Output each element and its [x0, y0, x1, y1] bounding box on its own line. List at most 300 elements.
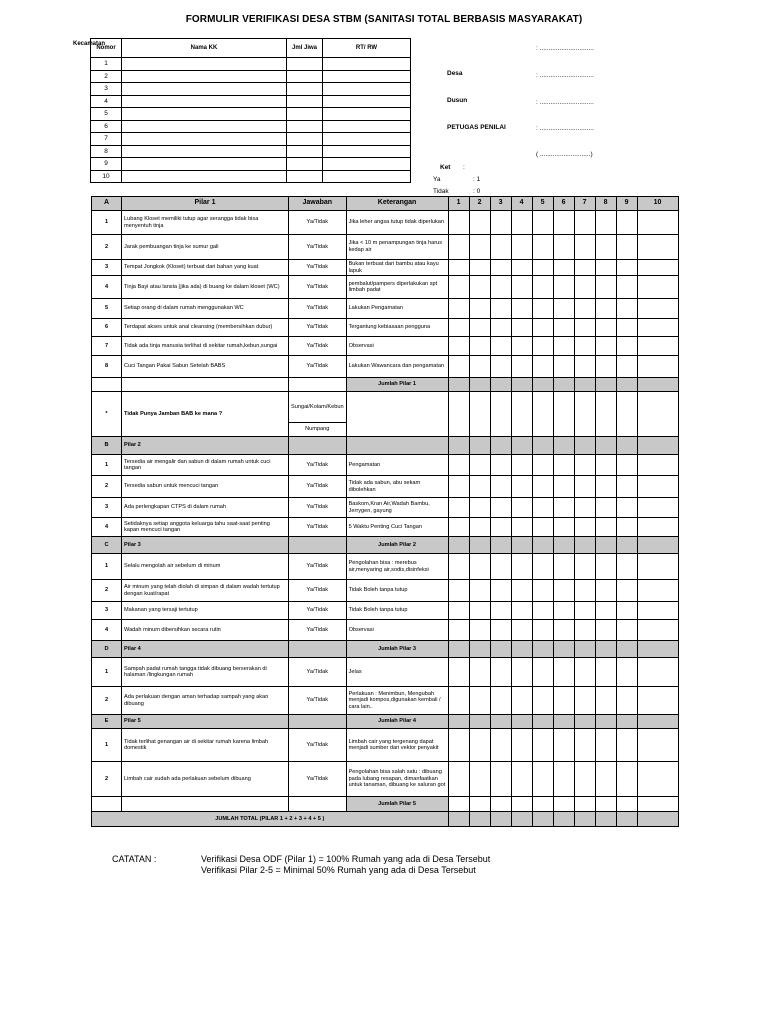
answer-cell[interactable]	[448, 260, 469, 276]
answer-cell[interactable]	[511, 620, 532, 641]
answer-cell[interactable]	[469, 498, 490, 518]
answer-cell[interactable]	[574, 762, 595, 797]
answer-cell[interactable]	[574, 687, 595, 715]
answer-cell[interactable]	[553, 437, 574, 455]
answer-cell[interactable]	[448, 537, 469, 554]
answer-cell[interactable]	[532, 437, 553, 455]
answer-cell[interactable]	[574, 476, 595, 498]
answer-cell[interactable]	[574, 235, 595, 260]
answer-cell[interactable]	[448, 235, 469, 260]
answer-cell[interactable]	[511, 392, 532, 437]
answer-cell[interactable]	[595, 392, 616, 437]
answer-cell[interactable]	[616, 729, 637, 762]
answer-cell[interactable]	[637, 211, 678, 235]
answer-cell[interactable]	[595, 498, 616, 518]
answer-cell[interactable]	[532, 537, 553, 554]
answer-cell[interactable]	[616, 715, 637, 729]
answer-cell[interactable]	[595, 211, 616, 235]
household-rtrw-cell[interactable]	[323, 58, 411, 71]
answer-cell[interactable]	[532, 715, 553, 729]
answer-cell[interactable]	[448, 319, 469, 337]
household-rtrw-cell[interactable]	[323, 70, 411, 83]
answer-cell[interactable]	[511, 498, 532, 518]
answer-cell[interactable]	[574, 498, 595, 518]
answer-cell[interactable]	[511, 455, 532, 476]
answer-cell[interactable]	[637, 537, 678, 554]
answer-cell[interactable]	[616, 518, 637, 537]
household-rtrw-cell[interactable]	[323, 120, 411, 133]
household-nama-cell[interactable]	[122, 70, 287, 83]
answer-cell[interactable]	[595, 276, 616, 299]
answer-cell[interactable]	[574, 319, 595, 337]
answer-cell[interactable]	[595, 554, 616, 580]
answer-cell[interactable]	[448, 729, 469, 762]
answer-cell[interactable]	[553, 620, 574, 641]
answer-cell[interactable]	[448, 812, 469, 827]
answer-cell[interactable]	[595, 319, 616, 337]
answer-cell[interactable]	[469, 554, 490, 580]
household-jiwa-cell[interactable]	[287, 145, 323, 158]
answer-cell[interactable]	[595, 715, 616, 729]
answer-cell[interactable]	[448, 715, 469, 729]
answer-cell[interactable]	[553, 392, 574, 437]
answer-cell[interactable]	[616, 337, 637, 356]
answer-cell[interactable]	[616, 498, 637, 518]
answer-cell[interactable]	[532, 498, 553, 518]
answer-cell[interactable]	[532, 392, 553, 437]
answer-cell[interactable]	[448, 356, 469, 378]
answer-cell[interactable]	[511, 687, 532, 715]
answer-cell[interactable]	[469, 580, 490, 602]
answer-cell[interactable]	[637, 554, 678, 580]
answer-cell[interactable]	[448, 580, 469, 602]
answer-cell[interactable]	[532, 602, 553, 620]
answer-cell[interactable]	[490, 235, 511, 260]
answer-cell[interactable]	[490, 602, 511, 620]
answer-cell[interactable]	[553, 554, 574, 580]
answer-cell[interactable]	[553, 235, 574, 260]
answer-cell[interactable]	[490, 337, 511, 356]
answer-cell[interactable]	[616, 276, 637, 299]
answer-cell[interactable]	[448, 797, 469, 812]
answer-cell[interactable]	[469, 687, 490, 715]
answer-cell[interactable]	[469, 235, 490, 260]
answer-cell[interactable]	[616, 437, 637, 455]
answer-cell[interactable]	[574, 729, 595, 762]
answer-cell[interactable]	[553, 337, 574, 356]
answer-cell[interactable]	[595, 658, 616, 687]
answer-cell[interactable]	[574, 211, 595, 235]
answer-cell[interactable]	[595, 235, 616, 260]
household-rtrw-cell[interactable]	[323, 145, 411, 158]
household-rtrw-cell[interactable]	[323, 170, 411, 183]
answer-cell[interactable]	[511, 602, 532, 620]
answer-cell[interactable]	[574, 812, 595, 827]
answer-cell[interactable]	[637, 620, 678, 641]
answer-cell[interactable]	[574, 378, 595, 392]
answer-cell[interactable]	[637, 658, 678, 687]
answer-cell[interactable]	[511, 260, 532, 276]
answer-cell[interactable]	[511, 580, 532, 602]
answer-cell[interactable]	[469, 392, 490, 437]
answer-cell[interactable]	[574, 620, 595, 641]
answer-cell[interactable]	[532, 554, 553, 580]
answer-cell[interactable]	[490, 498, 511, 518]
answer-cell[interactable]	[574, 554, 595, 580]
answer-cell[interactable]	[448, 498, 469, 518]
answer-cell[interactable]	[637, 299, 678, 319]
answer-cell[interactable]	[469, 602, 490, 620]
answer-cell[interactable]	[469, 455, 490, 476]
answer-cell[interactable]	[448, 620, 469, 641]
answer-cell[interactable]	[553, 276, 574, 299]
answer-cell[interactable]	[490, 580, 511, 602]
answer-cell[interactable]	[574, 715, 595, 729]
answer-cell[interactable]	[616, 537, 637, 554]
answer-cell[interactable]	[469, 729, 490, 762]
answer-cell[interactable]	[532, 518, 553, 537]
answer-cell[interactable]	[469, 620, 490, 641]
answer-cell[interactable]	[553, 319, 574, 337]
household-jiwa-cell[interactable]	[287, 120, 323, 133]
answer-cell[interactable]	[490, 476, 511, 498]
answer-cell[interactable]	[490, 356, 511, 378]
answer-cell[interactable]	[490, 641, 511, 658]
answer-cell[interactable]	[553, 797, 574, 812]
answer-cell[interactable]	[448, 518, 469, 537]
answer-cell[interactable]	[448, 437, 469, 455]
answer-cell[interactable]	[511, 537, 532, 554]
answer-cell[interactable]	[532, 319, 553, 337]
answer-cell[interactable]	[553, 211, 574, 235]
answer-cell[interactable]	[490, 299, 511, 319]
answer-cell[interactable]	[553, 762, 574, 797]
household-nama-cell[interactable]	[122, 133, 287, 146]
answer-cell[interactable]	[574, 658, 595, 687]
answer-cell[interactable]	[469, 476, 490, 498]
answer-cell[interactable]	[574, 299, 595, 319]
answer-cell[interactable]	[574, 392, 595, 437]
answer-cell[interactable]	[448, 476, 469, 498]
answer-cell[interactable]	[553, 537, 574, 554]
answer-cell[interactable]	[574, 337, 595, 356]
answer-cell[interactable]	[595, 762, 616, 797]
answer-cell[interactable]	[553, 378, 574, 392]
household-nama-cell[interactable]	[122, 83, 287, 96]
answer-cell[interactable]	[469, 260, 490, 276]
answer-cell[interactable]	[532, 337, 553, 356]
answer-cell[interactable]	[490, 658, 511, 687]
answer-cell[interactable]	[595, 641, 616, 658]
household-nama-cell[interactable]	[122, 170, 287, 183]
answer-cell[interactable]	[637, 498, 678, 518]
answer-cell[interactable]	[490, 812, 511, 827]
answer-cell[interactable]	[637, 356, 678, 378]
answer-cell[interactable]	[574, 797, 595, 812]
answer-cell[interactable]	[532, 235, 553, 260]
answer-cell[interactable]	[469, 437, 490, 455]
answer-cell[interactable]	[553, 580, 574, 602]
answer-cell[interactable]	[448, 602, 469, 620]
answer-cell[interactable]	[448, 211, 469, 235]
answer-cell[interactable]	[532, 276, 553, 299]
answer-cell[interactable]	[511, 812, 532, 827]
answer-cell[interactable]	[511, 729, 532, 762]
answer-cell[interactable]	[574, 260, 595, 276]
answer-cell[interactable]	[532, 580, 553, 602]
answer-cell[interactable]	[469, 537, 490, 554]
answer-cell[interactable]	[448, 337, 469, 356]
answer-cell[interactable]	[490, 276, 511, 299]
answer-cell[interactable]	[511, 658, 532, 687]
answer-cell[interactable]	[616, 812, 637, 827]
answer-cell[interactable]	[448, 687, 469, 715]
answer-cell[interactable]	[469, 797, 490, 812]
answer-cell[interactable]	[553, 299, 574, 319]
answer-cell[interactable]	[637, 602, 678, 620]
answer-cell[interactable]	[469, 641, 490, 658]
answer-cell[interactable]	[616, 602, 637, 620]
answer-cell[interactable]	[532, 356, 553, 378]
answer-cell[interactable]	[532, 299, 553, 319]
answer-cell[interactable]	[511, 476, 532, 498]
answer-cell[interactable]	[532, 260, 553, 276]
answer-cell[interactable]	[616, 211, 637, 235]
answer-cell[interactable]	[595, 812, 616, 827]
answer-cell[interactable]	[595, 620, 616, 641]
household-nama-cell[interactable]	[122, 95, 287, 108]
household-jiwa-cell[interactable]	[287, 170, 323, 183]
answer-cell[interactable]	[469, 812, 490, 827]
answer-cell[interactable]	[469, 337, 490, 356]
answer-cell[interactable]	[595, 356, 616, 378]
answer-cell[interactable]	[532, 729, 553, 762]
answer-cell[interactable]	[616, 319, 637, 337]
household-jiwa-cell[interactable]	[287, 58, 323, 71]
answer-cell[interactable]	[532, 620, 553, 641]
answer-cell[interactable]	[553, 602, 574, 620]
answer-cell[interactable]	[511, 378, 532, 392]
answer-cell[interactable]	[490, 392, 511, 437]
answer-cell[interactable]	[637, 729, 678, 762]
answer-cell[interactable]	[448, 392, 469, 437]
answer-cell[interactable]	[469, 356, 490, 378]
answer-cell[interactable]	[595, 580, 616, 602]
answer-cell[interactable]	[490, 378, 511, 392]
answer-cell[interactable]	[595, 729, 616, 762]
answer-cell[interactable]	[574, 641, 595, 658]
answer-cell[interactable]	[553, 715, 574, 729]
answer-cell[interactable]	[595, 687, 616, 715]
answer-cell[interactable]	[637, 235, 678, 260]
answer-cell[interactable]	[448, 299, 469, 319]
answer-cell[interactable]	[616, 299, 637, 319]
answer-cell[interactable]	[616, 455, 637, 476]
answer-cell[interactable]	[553, 641, 574, 658]
answer-cell[interactable]	[553, 812, 574, 827]
answer-cell[interactable]	[490, 319, 511, 337]
answer-cell[interactable]	[553, 518, 574, 537]
answer-cell[interactable]	[595, 602, 616, 620]
answer-cell[interactable]	[595, 797, 616, 812]
answer-cell[interactable]	[616, 762, 637, 797]
household-nama-cell[interactable]	[122, 158, 287, 171]
answer-cell[interactable]	[616, 658, 637, 687]
answer-cell[interactable]	[448, 378, 469, 392]
answer-cell[interactable]	[511, 554, 532, 580]
answer-cell[interactable]	[490, 455, 511, 476]
answer-cell[interactable]	[616, 260, 637, 276]
answer-cell[interactable]	[490, 437, 511, 455]
answer-cell[interactable]	[595, 260, 616, 276]
answer-cell[interactable]	[490, 729, 511, 762]
answer-cell[interactable]	[553, 476, 574, 498]
answer-cell[interactable]	[637, 437, 678, 455]
answer-cell[interactable]	[469, 518, 490, 537]
answer-cell[interactable]	[511, 797, 532, 812]
answer-cell[interactable]	[511, 715, 532, 729]
answer-cell[interactable]	[469, 762, 490, 797]
answer-cell[interactable]	[532, 687, 553, 715]
answer-cell[interactable]	[532, 812, 553, 827]
answer-cell[interactable]	[574, 537, 595, 554]
answer-cell[interactable]	[532, 762, 553, 797]
answer-cell[interactable]	[574, 580, 595, 602]
answer-cell[interactable]	[511, 356, 532, 378]
answer-cell[interactable]	[490, 687, 511, 715]
answer-cell[interactable]	[448, 455, 469, 476]
household-rtrw-cell[interactable]	[323, 133, 411, 146]
answer-cell[interactable]	[490, 554, 511, 580]
answer-cell[interactable]	[616, 378, 637, 392]
household-nama-cell[interactable]	[122, 145, 287, 158]
answer-cell[interactable]	[532, 455, 553, 476]
answer-cell[interactable]	[616, 476, 637, 498]
answer-cell[interactable]	[448, 762, 469, 797]
answer-cell[interactable]	[637, 455, 678, 476]
answer-cell[interactable]	[532, 658, 553, 687]
answer-cell[interactable]	[511, 641, 532, 658]
answer-cell[interactable]	[511, 211, 532, 235]
answer-cell[interactable]	[532, 641, 553, 658]
answer-cell[interactable]	[616, 580, 637, 602]
answer-cell[interactable]	[574, 437, 595, 455]
answer-cell[interactable]	[637, 276, 678, 299]
answer-cell[interactable]	[511, 518, 532, 537]
answer-cell[interactable]	[469, 658, 490, 687]
answer-cell[interactable]	[553, 658, 574, 687]
household-jiwa-cell[interactable]	[287, 95, 323, 108]
household-rtrw-cell[interactable]	[323, 95, 411, 108]
answer-cell[interactable]	[532, 378, 553, 392]
answer-cell[interactable]	[616, 356, 637, 378]
answer-cell[interactable]	[553, 455, 574, 476]
household-jiwa-cell[interactable]	[287, 133, 323, 146]
answer-cell[interactable]	[574, 455, 595, 476]
answer-cell[interactable]	[490, 715, 511, 729]
household-rtrw-cell[interactable]	[323, 108, 411, 121]
answer-cell[interactable]	[616, 797, 637, 812]
household-rtrw-cell[interactable]	[323, 83, 411, 96]
answer-cell[interactable]	[511, 235, 532, 260]
answer-cell[interactable]	[637, 518, 678, 537]
answer-cell[interactable]	[448, 554, 469, 580]
answer-cell[interactable]	[637, 378, 678, 392]
answer-cell[interactable]	[595, 378, 616, 392]
household-jiwa-cell[interactable]	[287, 70, 323, 83]
answer-cell[interactable]	[637, 797, 678, 812]
answer-cell[interactable]	[511, 299, 532, 319]
answer-cell[interactable]	[637, 641, 678, 658]
answer-cell[interactable]	[637, 812, 678, 827]
answer-cell[interactable]	[637, 260, 678, 276]
answer-cell[interactable]	[616, 687, 637, 715]
answer-cell[interactable]	[469, 211, 490, 235]
household-jiwa-cell[interactable]	[287, 158, 323, 171]
answer-cell[interactable]	[469, 276, 490, 299]
answer-cell[interactable]	[553, 260, 574, 276]
answer-cell[interactable]	[595, 537, 616, 554]
answer-cell[interactable]	[448, 276, 469, 299]
household-nama-cell[interactable]	[122, 108, 287, 121]
household-jiwa-cell[interactable]	[287, 108, 323, 121]
answer-cell[interactable]	[637, 580, 678, 602]
answer-cell[interactable]	[469, 299, 490, 319]
answer-cell[interactable]	[553, 356, 574, 378]
answer-cell[interactable]	[637, 476, 678, 498]
household-nama-cell[interactable]	[122, 58, 287, 71]
answer-cell[interactable]	[595, 476, 616, 498]
answer-cell[interactable]	[532, 211, 553, 235]
answer-cell[interactable]	[511, 437, 532, 455]
answer-cell[interactable]	[511, 337, 532, 356]
answer-cell[interactable]	[490, 762, 511, 797]
answer-cell[interactable]	[595, 518, 616, 537]
answer-cell[interactable]	[574, 276, 595, 299]
answer-cell[interactable]	[553, 729, 574, 762]
answer-cell[interactable]	[637, 715, 678, 729]
answer-cell[interactable]	[616, 641, 637, 658]
answer-cell[interactable]	[637, 762, 678, 797]
answer-cell[interactable]	[637, 337, 678, 356]
answer-cell[interactable]	[490, 797, 511, 812]
answer-cell[interactable]	[595, 337, 616, 356]
answer-cell[interactable]	[616, 235, 637, 260]
answer-cell[interactable]	[490, 518, 511, 537]
answer-cell[interactable]	[553, 498, 574, 518]
answer-cell[interactable]	[637, 687, 678, 715]
answer-cell[interactable]	[469, 715, 490, 729]
answer-cell[interactable]	[574, 518, 595, 537]
answer-cell[interactable]	[511, 276, 532, 299]
answer-cell[interactable]	[532, 797, 553, 812]
answer-cell[interactable]	[448, 658, 469, 687]
answer-cell[interactable]	[616, 554, 637, 580]
answer-cell[interactable]	[553, 687, 574, 715]
answer-cell[interactable]	[490, 260, 511, 276]
answer-cell[interactable]	[490, 537, 511, 554]
household-nama-cell[interactable]	[122, 120, 287, 133]
answer-cell[interactable]	[448, 641, 469, 658]
answer-cell[interactable]	[511, 319, 532, 337]
answer-cell[interactable]	[574, 356, 595, 378]
answer-cell[interactable]	[637, 319, 678, 337]
answer-cell[interactable]	[490, 211, 511, 235]
household-jiwa-cell[interactable]	[287, 83, 323, 96]
answer-cell[interactable]	[595, 437, 616, 455]
answer-cell[interactable]	[490, 620, 511, 641]
answer-cell[interactable]	[532, 476, 553, 498]
